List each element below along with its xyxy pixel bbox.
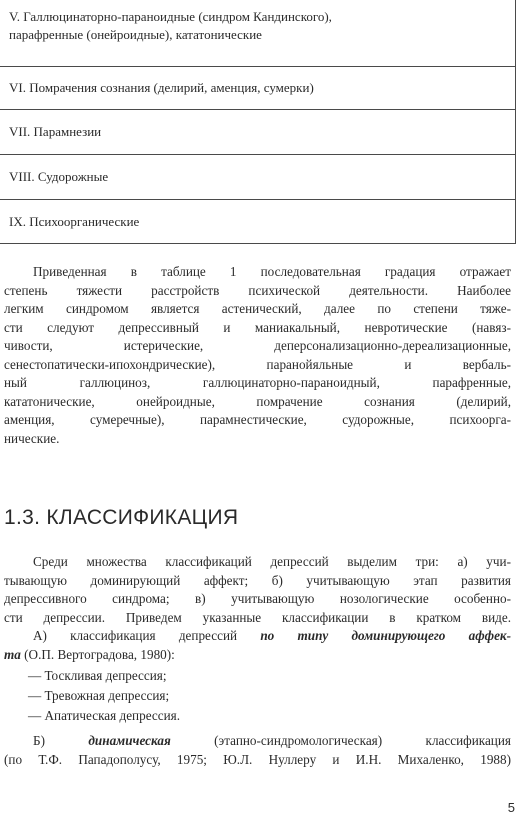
body-paragraph-cont xyxy=(4,282,511,449)
table-row xyxy=(0,199,515,243)
table-cell: VII. Парамнезии xyxy=(9,124,102,139)
body-paragraph xyxy=(33,263,511,282)
classification-b xyxy=(33,732,511,751)
class-a-emphasis: по типу доминирующего аффек- xyxy=(260,628,511,643)
text-line: Среди множества классификаций депрессий выделим три: а) учи- xyxy=(33,554,511,569)
classification-intro xyxy=(33,553,511,572)
page-number: 5 xyxy=(507,800,515,815)
class-b-prefix: Б) xyxy=(33,733,89,748)
table-cell-line: парафренные (онейроидные), кататонические xyxy=(9,27,262,42)
affect-list xyxy=(28,666,488,726)
table-row xyxy=(0,154,515,199)
list-item: — Апатическая депрессия. xyxy=(28,708,181,723)
class-a-prefix: А) классификация депрессий xyxy=(33,628,261,643)
text-line: кататонические, онейроидные, помрачение сознания (делирий, xyxy=(4,393,511,409)
table-cell-line: V. Галлюцинаторно-параноидные (синдром Кандинского), xyxy=(9,9,332,24)
table-row xyxy=(0,0,515,66)
class-b-emphasis: динамическая xyxy=(88,733,171,748)
syndrome-table xyxy=(0,0,516,244)
text-line: сти депрессии. Приведем указанные классификации в кратком виде. xyxy=(4,609,511,625)
text-line: ный галлюциноз, галлюцинаторно-параноидный, парафренные, xyxy=(4,375,511,390)
text-line: сти следуют депрессивный и маниакальный, невротические (навяз- xyxy=(4,319,511,335)
text-line: депрессивного синдрома; в) учитывающую нозологические особенно- xyxy=(4,591,511,606)
classification-a xyxy=(33,627,511,646)
text-line: чивости, истерические, деперсонализационно-дереализационные, xyxy=(4,338,511,353)
text-line: аменция, сумеречные), парамнестические, судорожные, психоорга- xyxy=(4,412,511,427)
section-heading: 1.3. КЛАССИФИКАЦИЯ xyxy=(4,506,239,529)
class-a-emphasis-end: та xyxy=(4,646,21,662)
list-item: — Тревожная депрессия; xyxy=(28,688,170,703)
table-cell: VI. Помрачения сознания (делирий, аменция, сумерки) xyxy=(9,80,314,95)
list-item: — Тоскливая депрессия; xyxy=(28,668,167,683)
classification-b-cont xyxy=(4,751,511,770)
text-line: тывающую доминирующий аффект; б) учитывающую этап развития xyxy=(4,572,511,588)
text-line: (по Т.Ф. Пападополусу, 1975; Ю.Л. Нуллеру и И.Н. Михаленко, 1988) xyxy=(4,751,511,767)
text-line xyxy=(33,627,511,646)
table-cell: IX. Психоорганические xyxy=(9,213,140,229)
table-cell: VIII. Судорожные xyxy=(9,169,109,184)
text-line: нические. xyxy=(4,430,60,446)
classification-intro-cont xyxy=(4,572,511,628)
table-row xyxy=(0,66,515,109)
class-a-suffix: (О.П. Вертоградова, 1980): xyxy=(20,646,175,662)
class-b-rest: (этапно-синдромологическая) классификация xyxy=(170,733,511,748)
text-line xyxy=(33,732,511,751)
text-line: степень тяжести расстройств психической деятельности. Наиболее xyxy=(4,282,511,298)
classification-a-cont xyxy=(4,646,511,665)
text-line xyxy=(4,646,511,665)
table-row xyxy=(0,109,515,154)
text-line: Приведенная в таблице 1 последовательная градация отражает xyxy=(33,264,511,279)
text-line: сенестопатически-ипохондрические), паранойяльные и вербаль- xyxy=(4,356,511,372)
text-line: легким синдромом является астенический, далее по степени тяже- xyxy=(4,301,511,316)
